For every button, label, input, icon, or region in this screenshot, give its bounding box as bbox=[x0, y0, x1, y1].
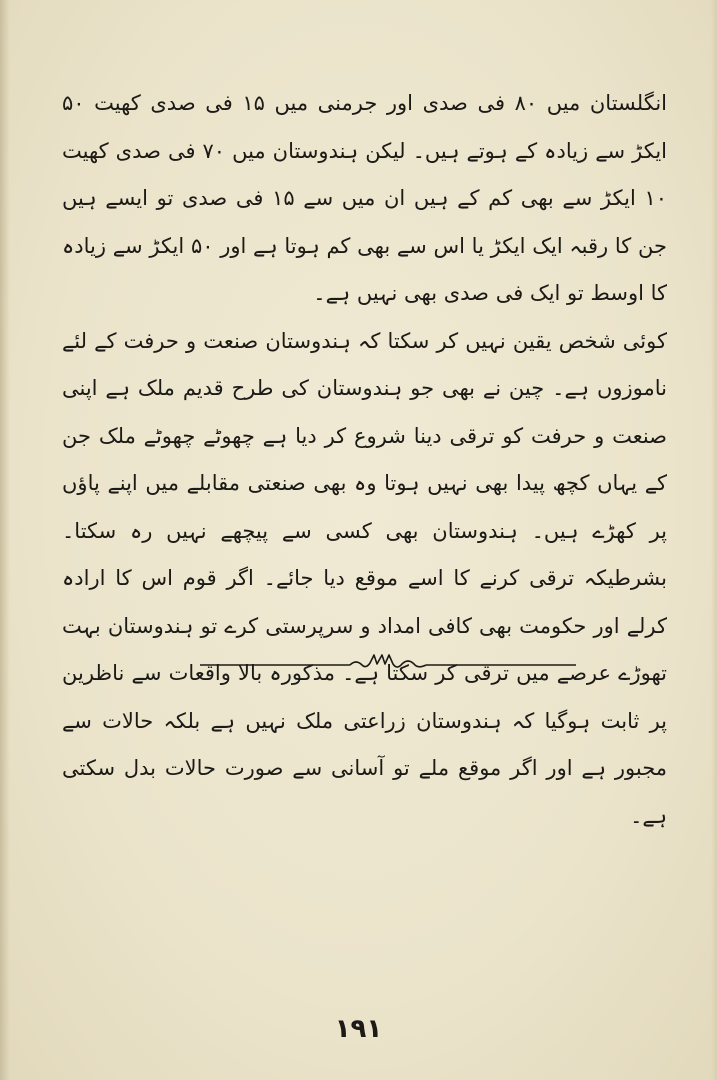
body-text bbox=[62, 80, 667, 840]
paragraph-2: کوئی شخص یقین نہیں کر سکتا کہ ہندوستان صنعت و حرفت کے لئے ناموزوں ہے۔ چین نے بھی جو ہندوستان کی طرح قدیم ملک ہے اپنی صنعت و حرفت کو ترقی دینا شروع کر دیا ہے چھوٹے چھوٹے ملک جن کے یہاں کچھ پیدا بھی نہیں ہوتا وہ بھی صنعتی مقابلے میں اپنے پاؤں پر کھڑے ہیں۔ ہندوستان بھی کسی سے پیچھے نہیں رہ سکتا۔ بشرطیکہ ترقی کرنے کا اسے موقع دیا جائے۔ اگر قوم اس کا ارادہ کرلے اور حکومت بھی کافی امداد و سرپرستی کرے تو ہندوستان بہت تھوڑے عرصے میں ترقی کر سکتا ہے۔ مذکورہ بالا واقعات سے ناظرین پر ثابت ہوگیا کہ ہندوستان زراعتی ملک نہیں ہے بلکہ حالات سے مجبور ہے اور اگر موقع ملے تو آسانی سے صورت حالات بدل سکتی ہے۔ bbox=[62, 328, 667, 828]
binding-shadow bbox=[0, 0, 10, 1080]
page-number: ۱۹۱ bbox=[334, 1014, 383, 1044]
section-divider-ornament bbox=[200, 648, 576, 678]
page-edge bbox=[711, 0, 717, 1080]
paragraph-1: انگلستان میں ۸۰ فی صدی اور جرمنی میں ۱۵ فی صدی کھیت ۵۰ ایکڑ سے زیادہ کے ہوتے ہیں۔ لیکن ہندوستان میں ۷۰ فی صدی کھیت ۱۰ ایکڑ سے بھی کم کے ہیں ان میں سے ۱۵ فی صدی تو ایسے ہیں جن کا رقبہ ایک ایکڑ یا اس سے بھی کم ہوتا ہے اور ۵۰ ایکڑ سے زیادہ کا اوسط تو ایک فی صدی بھی نہیں ہے۔ bbox=[62, 91, 668, 305]
